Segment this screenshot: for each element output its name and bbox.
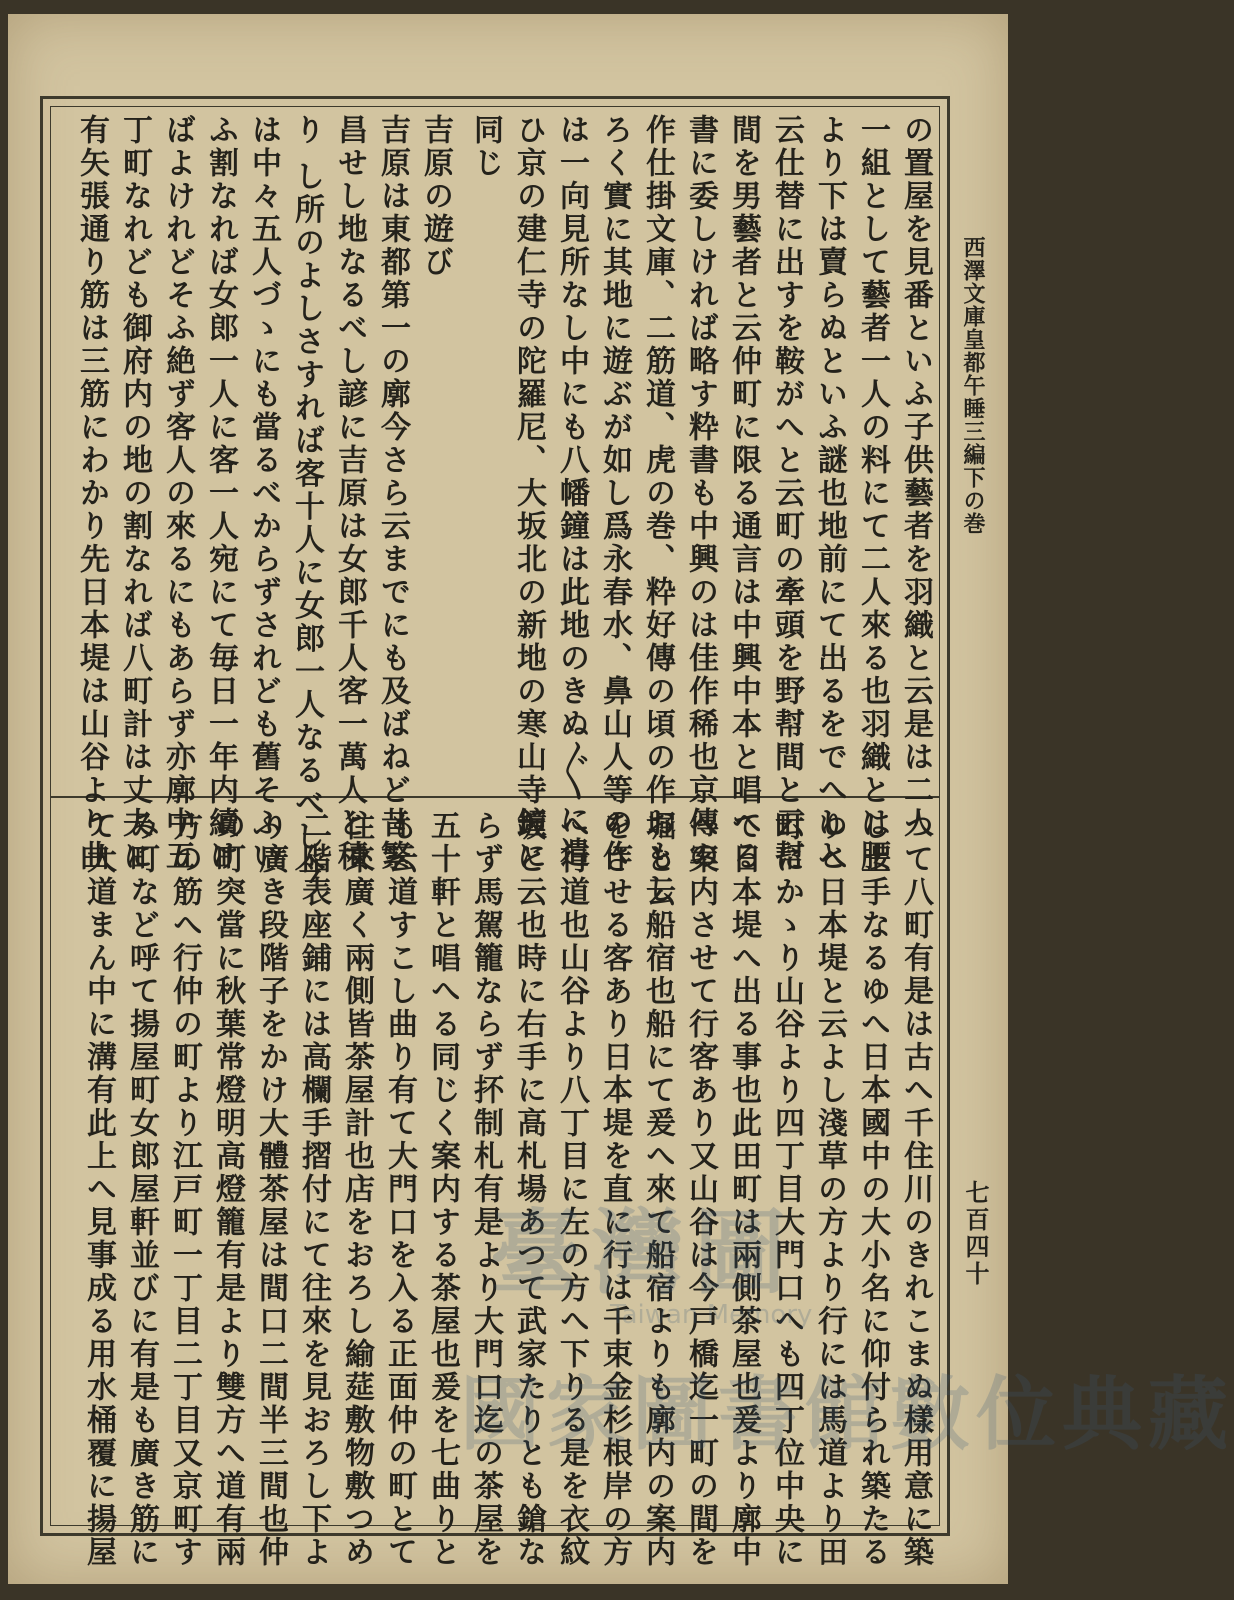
page-number: 七百四十 [961,1180,990,1288]
text-column: 方の筋へ行仲の町より江戸町一丁目二丁目又京町す [167,810,202,1569]
text-column: ふ割なれば女郎一人に客一人宛にて毎日一年内續け [203,114,238,873]
watermark-library-name: 國家圖書館數位典藏 [460,1367,1234,1461]
text-column: へ行道也山谷より八丁目に左の方へ下りる是を衣紋 [554,810,589,1569]
text-column: 往來廣く兩側皆茶屋計也店をおろし緰莚敷物敷つめ [339,810,374,1569]
text-column: 五十軒と唱へる同じく案内する茶屋也爰を七曲りと [425,810,460,1569]
text-column: 坂と云也時に右手に高札場あつて武家たりとも鎗な [511,810,546,1569]
text-column: て大道まん中に溝有此上へ見事成る用水桶覆に揚屋 [81,810,116,1569]
text-column: は一向見所なし中にも八幡鐘は此地のきぬ〴〵に遣 [554,114,589,870]
text-column: ばよけれどそふ絶ず客人の來るにもあらず亦廓中五 [160,114,195,873]
text-column: 書に委しければ略す粋書も中興のは佳作稀也京傳の [683,114,718,873]
text-column: 丁町なれども御府内の地の割なれば八町計は丈夫に [117,114,152,873]
text-column: の置屋を見番といふ子供藝者を羽織と云是は二人 [898,114,933,840]
text-column: より下は賣らぬといふ謎也地前にて出るをでへしと [812,114,847,873]
text-column: つて八町有是は古へ千住川のきれこまぬ樣用意に築 [898,810,933,1569]
text-column: らず馬駕籠ならず抔制札有是より大門口迄の茶屋を [468,810,503,1569]
text-column: て日本堤へ出る事也此田町は兩側茶屋也爰より廓中 [726,810,761,1569]
text-column: み町など呼て揚屋町女郎屋軒並びに有是も廣き筋に [124,810,159,1569]
watermark-english-text: Taiwan Memory [610,1300,813,1330]
text-column: をさせる客あり日本堤を直に行は千束金杉根岸の方 [597,810,632,1569]
text-column: り し所のよしさすれば客十人に女郎一人なるべし今 [289,114,324,887]
text-column: し土手なるゆへ日本國中の大小名に仰付られ築たる [855,810,890,1569]
text-column: 云仕替に出すを鞍がへと云町の牽頭を野幇間と云幇 [769,114,804,873]
text-column: ろく實に其地に遊ぶが如し爲永春水、鼻山人等の作 [597,114,632,873]
text-column: は中々五人づゝにも當るべからずされども舊そふい [246,114,281,873]
text-column: 作仕掛文庫、二筋道、虎の巻、粋好傳の頃の作おもし [640,114,675,906]
text-column: 堀と云船宿也船にて爰へ來て船宿よりも廓内の案内 [640,810,675,1569]
text-column: の町突當に秋葉常燈明高燈籠有是より雙方へ道有兩 [210,810,245,1569]
text-column: 昌せし地なるべし諺に吉原は女郎千人客一萬人と積 [332,114,367,873]
text-column: ひ京の建仁寺の陀羅尼、大坂北の新地の寒山寺鐘に [511,114,546,873]
section-heading: 吉原の遊び [418,114,453,279]
text-column: 町にかゝり山谷より四丁目大門口へも四丁位中央に [769,810,804,1569]
watermark-logo-text: 臺灣圖 [490,1199,797,1307]
text-column: も云道すこし曲り有て大門口を入る正面仲の町とて [382,810,417,1569]
text-column: 二階表座鋪には高欄手摺付にて往來を見おろし下よ [296,810,331,1569]
running-title: 西澤文庫皇都午睡三編下の巻 [960,236,986,535]
text-column: 同じ [468,114,503,180]
text-column: へ案内させて行客あり又山谷は今戸橋迄一町の間を [683,810,718,1569]
text-column: 有矢張通り筋は三筋にわかり先日本堤は山谷より曲 [74,114,109,873]
text-column: 間を男藝者と云仲町に限る通言は中興中本と唱へる [726,114,761,873]
text-column: ゆへ日本堤と云よし淺草の方より行には馬道より田 [812,810,847,1569]
text-column: 吉原は東都第一の廓今さら云までにも及ばねど昔繁 [375,114,410,873]
text-column: り廣き段階子をかけ大體茶屋は間口二間半三間也仲 [253,810,288,1569]
text-column: 一組として藝者一人の料にて二人來る也羽織とは腰 [855,114,890,873]
